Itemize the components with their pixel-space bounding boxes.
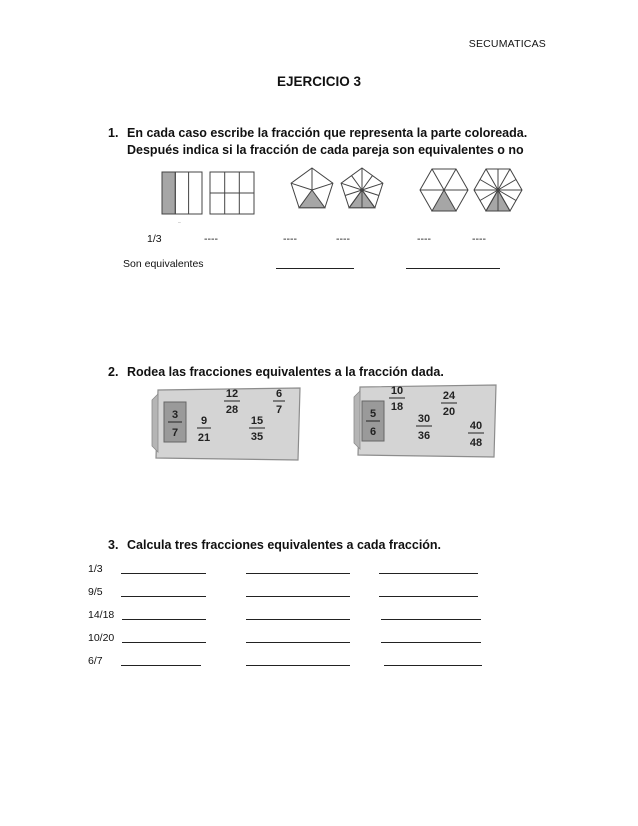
question-3-number: 3. [108, 538, 119, 552]
q3-fraction-3: 14/18 [88, 609, 115, 621]
option-denominator: 35 [250, 431, 264, 443]
hexagon-figures [420, 164, 524, 216]
option-numerator: 15 [250, 415, 264, 427]
answer-2: ---- [204, 233, 218, 245]
equivalent-answer-line-1[interactable] [276, 258, 354, 269]
answer-6: ---- [472, 233, 486, 245]
answer-3: ---- [283, 233, 297, 245]
svg-text:–: – [178, 220, 181, 226]
given-numerator-2: 5 [369, 408, 377, 420]
header-brand: SECUMATICAS [468, 38, 546, 50]
q3-row-1-blank-1[interactable] [121, 563, 206, 574]
question-1-line2: Después indica si la fracción de cada pareja son equivalentes o no [127, 143, 524, 157]
q3-row-5-blank-1[interactable] [121, 655, 201, 666]
pentagon-fifths [291, 168, 333, 208]
q3-row-2-blank-3[interactable] [379, 586, 478, 597]
option-numerator: 9 [200, 415, 208, 427]
q3-fraction-4: 10/20 [88, 632, 115, 644]
hexagon-twelfths [474, 169, 522, 211]
option-numerator: 40 [469, 420, 483, 432]
option-denominator: 18 [390, 401, 404, 413]
hexagon-sixths [420, 169, 468, 211]
q3-row-4-blank-3[interactable] [381, 632, 481, 643]
q3-fraction-1: 1/3 [88, 563, 103, 575]
answer-1: 1/3 [147, 233, 162, 245]
equivalent-label: Son equivalentes [123, 258, 204, 270]
question-1 [108, 126, 568, 162]
q3-row-1-blank-2[interactable] [246, 563, 350, 574]
equivalent-answer-line-2[interactable] [406, 258, 500, 269]
rectangle-sixths [210, 172, 254, 214]
pentagon-tenths [341, 168, 383, 208]
option-numerator: 6 [275, 388, 283, 400]
q3-row-3-blank-2[interactable] [246, 609, 350, 620]
q3-row-2-blank-1[interactable] [121, 586, 206, 597]
option-numerator: 24 [442, 390, 456, 402]
option-denominator: 21 [197, 432, 211, 444]
option-numerator: 30 [417, 413, 431, 425]
option-numerator: 12 [225, 388, 239, 400]
q3-fraction-5: 6/7 [88, 655, 103, 667]
question-1-number: 1. [108, 126, 119, 140]
q3-row-5-blank-2[interactable] [246, 655, 350, 666]
question-3-text: Calcula tres fracciones equivalentes a cada fracción. [127, 538, 442, 552]
q3-row-4-blank-2[interactable] [246, 632, 350, 643]
option-numerator: 10 [390, 385, 404, 397]
option-denominator: 20 [442, 406, 456, 418]
q3-row-5-blank-3[interactable] [384, 655, 482, 666]
given-numerator-1: 3 [171, 409, 179, 421]
answer-5: ---- [417, 233, 431, 245]
option-denominator: 48 [469, 437, 483, 449]
q3-row-2-blank-2[interactable] [246, 586, 350, 597]
q3-fraction-2: 9/5 [88, 586, 103, 598]
question-2-text: Rodea las fracciones equivalentes a la fracción dada. [127, 365, 444, 379]
pentagon-figures [290, 164, 386, 216]
q3-row-3-blank-1[interactable] [122, 609, 206, 620]
option-denominator: 36 [417, 430, 431, 442]
question-1-line1: En cada caso escribe la fracción que representa la parte coloreada. [127, 126, 528, 140]
q3-row-1-blank-3[interactable] [379, 563, 478, 574]
rectangle-thirds [162, 172, 202, 214]
question-2 [108, 365, 568, 383]
option-denominator: 28 [225, 404, 239, 416]
fraction-card-1 [150, 386, 304, 462]
given-denominator-1: 7 [171, 427, 179, 439]
question-2-number: 2. [108, 365, 119, 379]
page-title: EJERCICIO 3 [276, 74, 362, 89]
option-denominator: 7 [275, 404, 283, 416]
rectangle-figures [160, 170, 260, 226]
q3-row-3-blank-3[interactable] [381, 609, 481, 620]
fraction-card-2 [352, 383, 498, 459]
question-3 [108, 538, 568, 556]
q3-row-4-blank-1[interactable] [122, 632, 206, 643]
answer-4: ---- [336, 233, 350, 245]
given-denominator-2: 6 [369, 426, 377, 438]
